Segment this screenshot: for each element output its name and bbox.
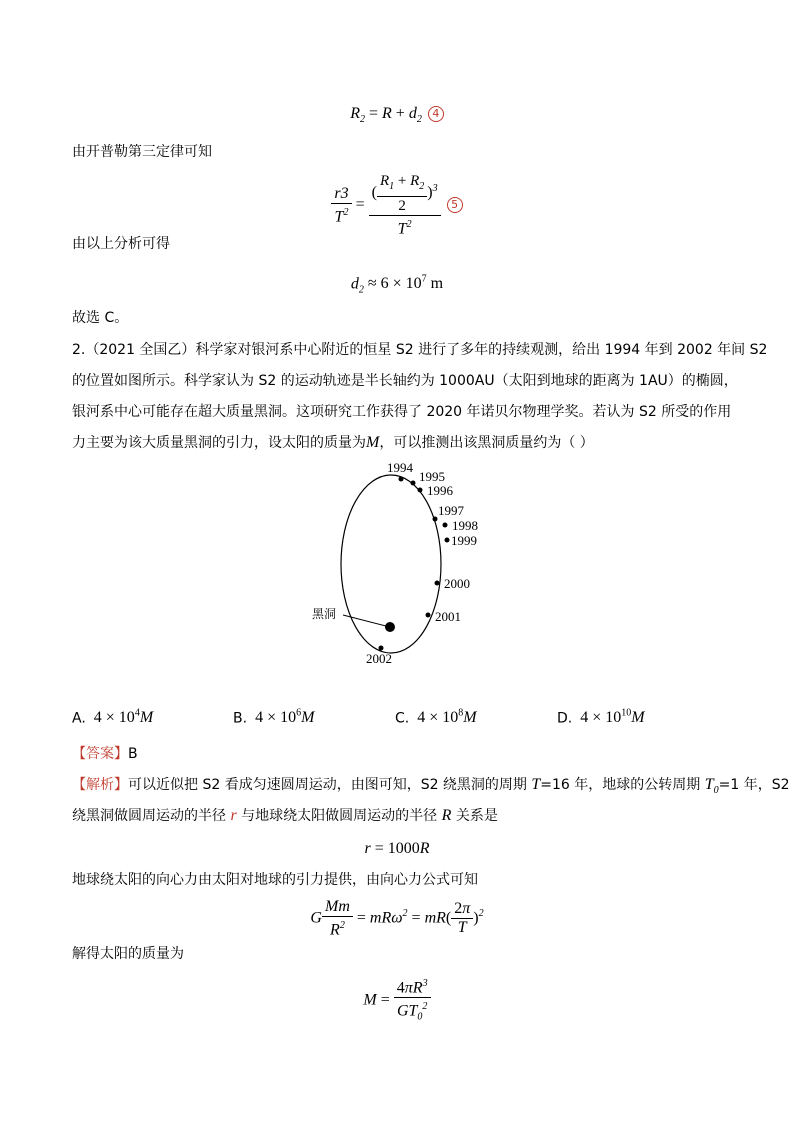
analysis-tag: 【解析】 — [72, 777, 128, 793]
label-1994: 1994 — [387, 460, 413, 475]
label-1999: 1999 — [451, 533, 477, 548]
equation-number-4: 4 — [428, 106, 444, 122]
analysis-centripetal-text: 地球绕太阳的向心力由太阳对地球的引力提供，由向心力公式可知 — [72, 872, 478, 888]
var-m: M — [366, 434, 380, 451]
question-line-1: 2.（2021 全国乙）科学家对银河系中心附近的恒星 S2 进行了多年的持续观测，给出 1994 年到 2002 年间 S2 — [72, 342, 768, 358]
option-d[interactable]: D. $4 \times 10^{10}M$ — [557, 708, 645, 727]
question-line-4-part-a: 力主要为该大质量黑洞的引力，设太阳的质量为 — [72, 435, 366, 451]
var-r-small: r — [230, 807, 237, 824]
equation-number-5: 5 — [447, 197, 463, 213]
question-line-4 — [72, 433, 594, 453]
text-kepler-third-law: 由开普勒第三定律可知 — [72, 144, 212, 160]
question-line-3: 银河系中心可能存在超大质量黑洞。这项研究工作获得了 2020 年诺贝尔物理学奖。若认为 S2 所受的作用 — [72, 404, 732, 420]
option-b[interactable]: B. $4 \times 10^6M$ — [233, 708, 315, 727]
answer-value: B — [128, 746, 138, 762]
equation-r-1000R: r = 1000R — [364, 840, 430, 857]
text-from-analysis: 由以上分析可得 — [72, 236, 170, 252]
fraction-right: ( $\frac{R_1 + R_2}{2}$ )$^3$ $T^2$ — [369, 172, 441, 238]
black-hole-pointer — [343, 615, 386, 626]
var-r-big: R — [441, 807, 452, 824]
fraction-left: $\frac{r3}{T^2}$ — [331, 185, 351, 226]
analysis-line-1: 【解析】可以近似把 S2 看成匀速圆周运动，由图可知，S2 绕黑洞的周期 T=16 年，地球的公转周期 $T_0=1$ 年，S2 — [72, 776, 790, 797]
label-1998: 1998 — [452, 518, 478, 533]
analysis-line-2: 绕黑洞做圆周运动的半径 r 与地球绕太阳做圆周运动的半径 R 关系是 — [72, 807, 498, 824]
equation-sun-mass: M = $\frac{4\pi R^3}{GT_0^2}$ — [0, 975, 794, 1027]
label-1997: 1997 — [438, 503, 464, 518]
label-2000: 2000 — [444, 576, 470, 591]
point-2000 — [435, 581, 440, 586]
equation-gravity: G $\frac{Mm}{R^2}$ = mRω$^2$ = mR( $\frac{2\pi}{T}$ )$^2$ — [310, 898, 484, 939]
point-1996 — [418, 488, 423, 493]
option-c[interactable]: C. $4 \times 10^8M$ — [395, 708, 477, 727]
point-1997 — [433, 517, 438, 522]
point-1998 — [443, 523, 448, 528]
answer-tag: 【答案】 — [72, 746, 128, 762]
point-1995 — [411, 481, 416, 486]
label-2001: 2001 — [435, 609, 461, 624]
label-1995: 1995 — [419, 469, 445, 484]
equation-5: $\frac{r3}{T^2}$ = ( $\frac{R_1 + R_2}{2}$ )$^3$ $T^2$ 5 — [0, 172, 794, 238]
question-line-2: 的位置如图所示。科学家认为 S2 的运动轨迹是半长轴约为 1000AU（太阳到地球的距离为 1AU）的椭圆， — [72, 373, 738, 389]
black-hole-dot — [385, 622, 395, 632]
question-line-4-part-b: ，可以推测出该黑洞质量约为（ ） — [379, 435, 594, 451]
option-a[interactable]: A. $4 \times 10^4M$ — [72, 708, 154, 727]
text-choose-c: 故选 C。 — [72, 310, 129, 326]
orbit-figure — [0, 455, 794, 685]
point-1994 — [399, 477, 404, 482]
label-1996: 1996 — [427, 483, 453, 498]
equation-d2-result: $d_2 \approx 6 \times 10^7$ m — [350, 274, 444, 296]
point-2002 — [379, 646, 384, 651]
point-2001 — [426, 613, 431, 618]
var-t: T — [531, 776, 541, 793]
black-hole-label: 黑洞 — [312, 607, 337, 621]
label-2002: 2002 — [366, 651, 392, 666]
point-1999 — [445, 538, 450, 543]
answer-line — [72, 744, 138, 764]
equation-4: $R_2 = R + d_2$ 4 — [0, 104, 794, 130]
analysis-solve-text: 解得太阳的质量为 — [72, 946, 184, 962]
var-t0: $T_0$ — [704, 776, 719, 797]
